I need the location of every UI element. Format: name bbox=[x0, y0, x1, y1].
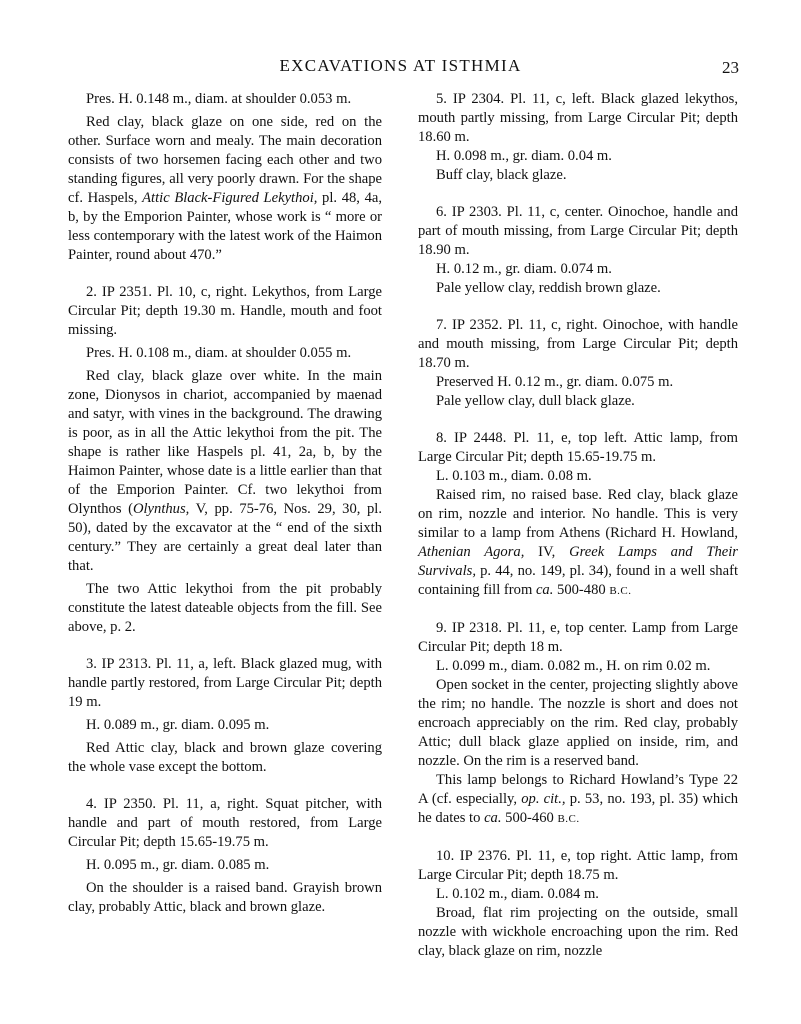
entry-8-description: Raised rim, no raised base. Red clay, black glaze on rim, nozzle and interior. No handle. This is very similar to a lamp from Athens (Richard H. Howland, Athenian Agora, IV, Greek Lamps and Their Survivals, p. 44, no. 149, pl. 34), found in a well shaft containing fill from ca. 500-480 B.C. bbox=[418, 487, 738, 598]
entry-7-heading: 7. IP 2352. Pl. 11, c, right. Oinochoe, with handle and mouth missing, from Large Circular Pit; depth 18.70 m. bbox=[418, 317, 738, 371]
entry-9-description: Open socket in the center, projecting slightly above the rim; no handle. The nozzle is short and does not encroach appreciably on the rim. Red clay, probably Attic; dull black glaze applied on inside, rim, and nozzle. On the rim is a reserved band. bbox=[418, 677, 738, 769]
entry-8-heading: 8. IP 2448. Pl. 11, e, top left. Attic lamp, from Large Circular Pit; depth 15.65-19.75 m. bbox=[418, 430, 738, 465]
entry-4-heading: 4. IP 2350. Pl. 11, a, right. Squat pitcher, with handle and part of mouth restored, from Large Circular Pit; depth 15.65-19.75 m. bbox=[68, 796, 382, 850]
page-header bbox=[0, 56, 801, 78]
entry-6-description: Pale yellow clay, reddish brown glaze. bbox=[436, 280, 661, 296]
entry-2-heading: 2. IP 2351. Pl. 10, c, right. Lekythos, from Large Circular Pit; depth 19.30 m. Handle, mouth and foot missing. bbox=[68, 284, 382, 338]
entry-8-measurements: L. 0.103 m., diam. 0.08 m. bbox=[436, 468, 592, 484]
entry-1-measurements: Pres. H. 0.148 m., diam. at shoulder 0.053 m. bbox=[86, 91, 352, 107]
entry-10-heading: 10. IP 2376. Pl. 11, e, top right. Attic lamp, from Large Circular Pit; depth 18.75 m. bbox=[418, 848, 738, 883]
entry-1-description: Red clay, black glaze on one side, red on the other. Surface worn and mealy. The main decoration consists of two horsemen facing each other and two standing figures, all very poorly drawn. For the shape cf. Haspels, Attic Black-Figured Lekythoi, pl. 48, 4a, b, by the Emporion Painter, whose work is “ more or less contemporary with the latest work of the Haimon Painter, round about 470.” bbox=[68, 114, 382, 263]
entry-9-heading: 9. IP 2318. Pl. 11, e, top center. Lamp from Large Circular Pit; depth 18 m. bbox=[418, 620, 738, 655]
entry-5-heading: 5. IP 2304. Pl. 11, c, left. Black glazed lekythos, mouth partly missing, from Large Circular Pit; depth 18.60 m. bbox=[418, 91, 738, 145]
entry-10-description: Broad, flat rim projecting on the outside, small nozzle with wickhole encroaching upon the rim. Red clay, black glaze on rim, nozzle bbox=[418, 905, 738, 959]
left-column bbox=[68, 90, 382, 917]
entry-7-description: Pale yellow clay, dull black glaze. bbox=[436, 393, 635, 409]
entry-3-description: Red Attic clay, black and brown glaze covering the whole vase except the bottom. bbox=[68, 740, 382, 775]
entry-2-measurements: Pres. H. 0.108 m., diam. at shoulder 0.055 m. bbox=[86, 345, 352, 361]
entry-7-measurements: Preserved H. 0.12 m., gr. diam. 0.075 m. bbox=[436, 374, 674, 390]
page-number: 23 bbox=[722, 58, 739, 77]
entry-4-measurements: H. 0.095 m., gr. diam. 0.085 m. bbox=[86, 857, 270, 873]
entry-3-measurements: H. 0.089 m., gr. diam. 0.095 m. bbox=[86, 717, 270, 733]
entry-5-measurements: H. 0.098 m., gr. diam. 0.04 m. bbox=[436, 148, 612, 164]
entry-4-description: On the shoulder is a raised band. Grayish brown clay, probably Attic, black and brown glaze. bbox=[68, 880, 382, 915]
entry-10-measurements: L. 0.102 m., diam. 0.084 m. bbox=[436, 886, 599, 902]
entry-6-measurements: H. 0.12 m., gr. diam. 0.074 m. bbox=[436, 261, 612, 277]
entry-3-heading: 3. IP 2313. Pl. 11, a, left. Black glazed mug, with handle partly restored, from Large Circular Pit; depth 19 m. bbox=[68, 656, 382, 710]
running-head: EXCAVATIONS AT ISTHMIA bbox=[279, 56, 522, 75]
entry-6-heading: 6. IP 2303. Pl. 11, c, center. Oinochoe, handle and part of mouth missing, from Large Circular Pit; depth 18.90 m. bbox=[418, 204, 738, 258]
right-column bbox=[418, 90, 738, 961]
entry-9-measurements: L. 0.099 m., diam. 0.082 m., H. on rim 0.02 m. bbox=[436, 658, 711, 674]
entry-9-note: This lamp belongs to Richard Howland’s Type 22 A (cf. especially, op. cit., p. 53, no. 193, pl. 35) which he dates to ca. 500-460 B.C. bbox=[418, 772, 738, 826]
entry-2-note: The two Attic lekythoi from the pit probably constitute the latest dateable objects from the fill. See above, p. 2. bbox=[68, 581, 382, 635]
entry-5-description: Buff clay, black glaze. bbox=[436, 167, 567, 183]
entry-2-description: Red clay, black glaze over white. In the main zone, Dionysos in chariot, accompanied by maenad and satyr, with vines in the background. The drawing is poor, as in all the Attic lekythoi from the pit. The shape is rather like Haspels pl. 41, 2a, b, by the Haimon Painter, whose date is a little earlier than that of the Emporion Painter. Cf. two lekythoi from Olynthos (Olynthus, V, pp. 75-76, Nos. 29, 30, pl. 50), dated by the excavator at the “ end of the sixth century.” They are certainly a great deal later than that. bbox=[68, 368, 382, 574]
